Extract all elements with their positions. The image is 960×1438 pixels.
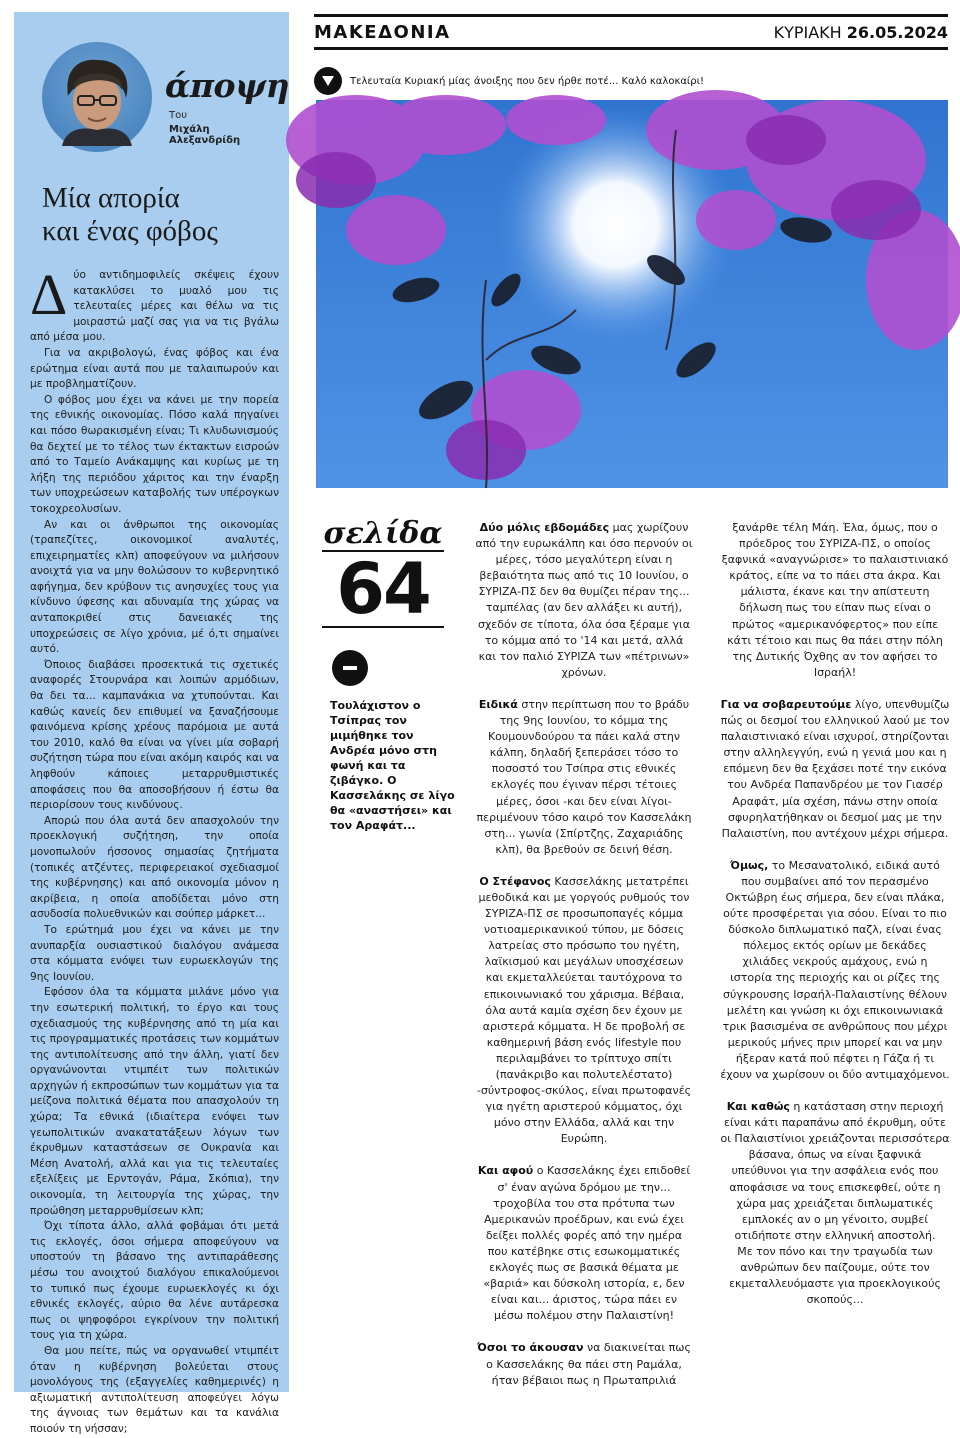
paragraph: Με τον πόνο και την τραγωδία των ανθρώπων δεν παίζουμε, ούτε τον εκμεταλλευόμαστε για προεκλογικούς σκοπούς... <box>729 1244 941 1307</box>
text-column-1 <box>475 520 693 1405</box>
author-header <box>30 12 290 162</box>
paragraph: Και αφού ο Κασσελάκης έχει επιδοθεί σ' έναν αγώνα δρόμου με την... τροχοβίλα του στα πρότυπα των Αμερικανών προέδρων, και ενώ έχει δείξει πολλές φορές από την ημέρα που κατέβηκε στις εσωκομματικές εκλογές πως σε βασικά θέματα με «βαριά» και δύσκολη ιστορία, ε, δεν είναι και... άριστος, τώρα πάει εν μέσω πολέμου στην Παλαιστίνη! <box>477 1164 691 1323</box>
paragraph: Όχι τίποτα άλλο, αλλά φοβάμαι ότι μετά τις εκλογές, όσοι σήμερα αποφεύγουν να υποστούν τη βάσανο της αντιπαράθεσης μέσω του ανοιχτού διαλόγου επικαλούμενοι το τυπικό πως έχουμε ευρωεκλογές κι όχι εθνικές εκλογές, αύριο θα λένε αυτάρεσκα πως οι ψηφοφόροι εγκρίνουν την πολιτική τους για τη χώρα. <box>30 1220 279 1342</box>
paragraph: ξανάρθε τέλη Μάη. Έλα, όμως, που ο πρόεδρος του ΣΥΡΙΖΑ-ΠΣ, ο οποίος ξαφνικά «αναγνώρισε» το παλαιστινιακό κράτος, είπε να το πάει στα άκρα. Και μάλιστα, έκανε και την απίστευτη δήλωση πως του είπαν πως είναι ο πρώτος «αμερικανόφερτος» που είπε κάτι τέτοιο και πως θα πάει στην πόλη της Δυτικής Όχθης αν τον αφήσει το Ισραήλ! <box>721 521 949 679</box>
author-avatar <box>42 42 152 152</box>
paragraph: Για να ακριβολογώ, ένας φόβος και ένα ερώτημα είναι αυτά που με ταλαιπωρούν και με προβληματίζουν. <box>30 346 279 391</box>
paragraph: Το ερώτημά μου έχει να κάνει με την ανυπαρξία ουσιαστικού διαλόγου ανάμεσα στα κόμματα ενόψει των ευρωεκλογών της 9ης Ιουνίου. <box>30 923 279 983</box>
down-triangle-icon <box>314 67 342 95</box>
author-portrait-icon <box>60 56 134 146</box>
paragraph: Ο φόβος μου έχει να κάνει με την πορεία της εθνικής οικονομίας. Πόσο καλά πηγαίνει και πόσο θωρακισμένη είναι; Τι κλυδωνισμούς θα δεχτεί με το τέλος των έκτακτων εισροών από το Ταμείο Ανάκαμψης και κυρίως με τη λήξη της περιόδου χάριτος και την έναρξη των υποχρεώσεων καταβολής των υπέρογκων τοκοχρεολυσίων. <box>30 393 279 515</box>
tagline-row <box>314 66 948 96</box>
article-title-line2: και ένας φόβος <box>42 215 218 247</box>
masthead <box>314 14 948 50</box>
paragraph: Θα μου πείτε, πώς να οργανωθεί ντιμπέιτ όταν η κυβέρνηση βολεύεται στους μονολόγους της (εξαγγελίες καθημερινές) η αξιωματική αντιπολίτευση αποφεύγει λόγω της άγνοιας των θεμάτων και τα κανάλια ποιούν τη νήσσαν; <box>30 1344 279 1435</box>
page-badge-number: 64 <box>322 550 444 628</box>
page-badge <box>322 518 444 628</box>
paragraph: Για να σοβαρευτούμε λίγο, υπενθυμίζω πώς οι δεσμοί του ελληνικού λαού με τον παλαιστινιακό είναι ισχυροί, στηρίζονται στην αλληλεγγύη, ενώ η γενιά μου και η επόμενη δεν θα ξεχάσει ποτέ την εικόνα του Ανδρέα Παπανδρέου με τον Γιασέρ Αραφάτ, μία σχέση, πάνω στην οποία σφυρηλατήθηκαν οι δεσμοί μας με την Παλαιστίνη, που αντέχουν μέχρι σήμερα. <box>720 697 950 840</box>
side-note: Τουλάχιστον ο Τσίπρας τον μιμήθηκε τον Ανδρέα μόνο στη φωνή και τα ζιβάγκο. Ο Κασσελάκης σε λίγο θα «αναστήσει» και τον Αραφάτ... <box>330 699 455 832</box>
paragraph: Ο Στέφανος Κασσελάκης μετατρέπει μεθοδικά και με γοργούς ρυθμούς τον ΣΥΡΙΖΑ-ΠΣ σε προσωποπαγές κόμμα νοτιοαμερικανικού τύπου, με δόσεις λατρείας στο πρόσωπο του ηγέτη, λαϊκισμού και μεγάλων υποσχέσεων και εκμεταλλεύεται ταυτόχρονα το επικοινωνιακό του χάρισμα. Βέβαια, όλα αυτά καμία σχέση δεν έχουν με αριστερά κόμματα. Η δε προβολή σε καθημερινή βάση ενός lifestyle που περιλαμβάνει το τρίπτυχο σπίτι (πανάκριβο και πολυτελέστατο) -σύντροφος-σκύλος, είναι πρωτοφανές για ηγέτη αριστερού κόμματος, όχι μόνο στην Ελλάδα, αλλά και την Ευρώπη. <box>476 874 692 1146</box>
page-badge-word: σελίδα <box>323 516 443 551</box>
article-title <box>30 182 279 248</box>
issue-date-value: 26.05.2024 <box>846 22 948 42</box>
bougainvillea-photo <box>316 100 948 488</box>
paragraph: Εφόσον όλα τα κόμματα μιλάνε μόνο για την εσωτερική πολιτική, το έργο και τους σχεδιασμούς της κυβέρνησης από τη μία και τις προγραμματικές προτάσεις των κομμάτων της αντιπολίτευσης από την άλλη, γιατί δεν οργανώνονται ντιμπέιτ των πολιτικών αρχηγών ή εκπροσώπων των κομμάτων για τα μείζονα πολιτικά θέματα που απασχολούν τη χώρα; Τα εθνικά (ιδιαίτερα ενόψει των γεωπολιτικών ανακατατάξεων λόγων των έκρυθμων καταστάσεων σε Ουκρανία και Μέση Ανατολή, αλλά και για τις τελευταίες εξελίξεις με Ερντογάν, Ράμα, Σκόπια), την οικονομία, τη λειτουργία της χώρας, την προώθηση μεταρρυθμίσεων κλπ; <box>30 986 279 1217</box>
paragraph: Και καθώς η κατάσταση στην περιοχή είναι κάτι παραπάνω από έκρυθμη, ούτε οι Παλαιστίνιοι χρειάζονται περισσότερα βάσανα, όπως να είναι ξαφνικά υπεύθυνοι για την ασφάλεια ενός που αποφάσισε να τους επισκεφθεί, ούτε η χώρα μας χρειάζεται διπλωματικές εμπλοκές αν ο μη γένοιτο, συμβεί οτιδήποτε στην ελληνική αποστολή. <box>720 1100 950 1242</box>
newspaper-name: ΜΑΚΕΔΟΝΙΑ <box>314 21 451 43</box>
text-column-2 <box>720 520 950 1324</box>
paragraph: Όποιος διαβάσει προσεκτικά τις σχετικές αναφορές Στουρνάρα και λοιπών αρμόδιων, θα δει τα... καμπανάκια να χτυπούνται. Και καθώς κανείς δεν επιθυμεί να ξαναζήσουμε φαινόμενα κρίσης χρέους παρόμοια με αυτά του 2010, καλό θα είναι να γίνει μία σοβαρή συζήτηση τώρα που είναι ακόμη καιρός και να ληφθούν κάποιες μεταρρυθμιστικές αποφάσεις που θα αποσοβήσουν ή έστω θα περιορίσουν τους κινδύνους. <box>30 658 279 812</box>
tagline: Τελευταία Κυριακή μίας άνοιξης που δεν ήρθε ποτέ... Καλό καλοκαίρι! <box>350 75 705 87</box>
paragraph: Απορώ που όλα αυτά δεν απασχολούν την προεκλογική συζήτηση, την οποία μονοπωλούν ήσσονος σημασίας ζητήματα (τοπικές ατζέντες, περιφερειακοί σχεδιασμοί της κυβέρνησης) και από οικονομία μόνον η ακρίβεια, η οποία αποδίδεται μόνο στη ασυδοσία πολυεθνικών και σούπερ μάρκετ... <box>30 814 279 921</box>
author-name: Μιχάλη Αλεξανδρίδη <box>169 124 241 146</box>
paragraph: Δύο μόλις εβδομάδες μας χωρίζουν από την ευρωκάλπη και όσο περνούν οι μέρες, τόσο μεγαλύτερη είναι η βεβαιότητα πως από τις 10 Ιουνίου, ο ΣΥΡΙΖΑ-ΠΣ δεν θα θυμίζει πέραν της... ταμπέλας (αν δεν αλλάξει κι αυτή), σχεδόν σε τίποτα, όλα όσα ξέραμε για το κόμμα από το '14 και μετά, αλλά και τον παλιό ΣΥΡΙΖΑ των «πέτρινων» χρόνων. <box>475 521 693 679</box>
drop-cap: Δ <box>30 262 68 327</box>
article-body <box>30 262 279 1438</box>
by-line: Του <box>169 110 188 121</box>
paragraph: Όσοι το άκουσαν να διακινείται πως ο Κασσελάκης θα πάει στη Ραμάλα, ήταν βέβαιοι πως η Πρωταπριλιά <box>477 1341 691 1387</box>
issue-date <box>774 23 948 42</box>
opinion-label: άποψη <box>165 66 290 105</box>
paragraph: Δύο αντιδημοφιλείς σκέψεις έχουν κατακλύσει το μυαλό μου τις τελευταίες μέρες και θέλω να τις μοιραστώ μαζί σας για να τις βγάλω από μέσα μου. <box>30 262 279 344</box>
minus-icon <box>332 650 368 686</box>
paragraph: Όμως, το Μεσανατολικό, ειδικά αυτό που συμβαίνει από τον περασμένο Οκτώβρη έως σήμερα, δεν είναι πλάκα, ούτε προσφέρεται για σόου. Είναι το πιο δύσκολο διπλωματικό παζλ, είναι ένας πόλεμος εκτός ορίων με δεκάδες χιλιάδες νεκρούς αμάχους, ενώ η ιστορία της περιοχής και οι ρίζες της σύγκρουσης Ισραήλ-Παλαιστίνης θέλουν μελέτη και γνώση κι όχι επικοινωνιακά τρικ βασισμένα σε ανθρώπους που μέχρι μερικούς μήνες πριν μπορεί και να μην ήξεραν κατά πού πέφτει η Γάζα ή τι έχουν να χωρίσουν οι δύο αντιμαχόμενοι. <box>720 858 950 1081</box>
opinion-column <box>14 12 290 1435</box>
paragraph: Ειδικά στην περίπτωση που το βράδυ της 9ης Ιουνίου, το κόμμα της Κουμουνδούρου τα πάει καλά στην κάλπη, δηλαδή ξεπεράσει τόσο το ποσοστό του Τσίπρα στις εθνικές εκλογές που έγιναν πέρσι τέτοιες μέρες, όσοι -και δεν είναι λίγοι- περιμένουν τόσο καιρό τον Κασσελάκη στη... γωνία (Σπίρτζης, Ζαχαριάδης κλπ), θα βρεθούν σε δεινή θέση. <box>476 697 692 856</box>
paragraph: Αν και οι άνθρωποι της οικονομίας (τραπεζίτες, οικονομικοί αναλυτές, επιχειρηματίες κλπ) αποφεύγουν να μιλήσουν ανοιχτά για να μην θολώσουν το κυβερνητικό αφήγημα, δεν κρύβουν τις ανησυχίες τους για κίνδυνο ύφεσης και αδυναμία της χώρας να ανταποκριθεί στις δανειακές της υποχρεώσεις σε λίγο χρόνια, μέ ό,τι σημαίνει αυτό. <box>30 518 279 656</box>
issue-day: ΚΥΡΙΑΚΗ <box>773 22 842 42</box>
article-title-line1: Μία απορία <box>42 182 180 214</box>
